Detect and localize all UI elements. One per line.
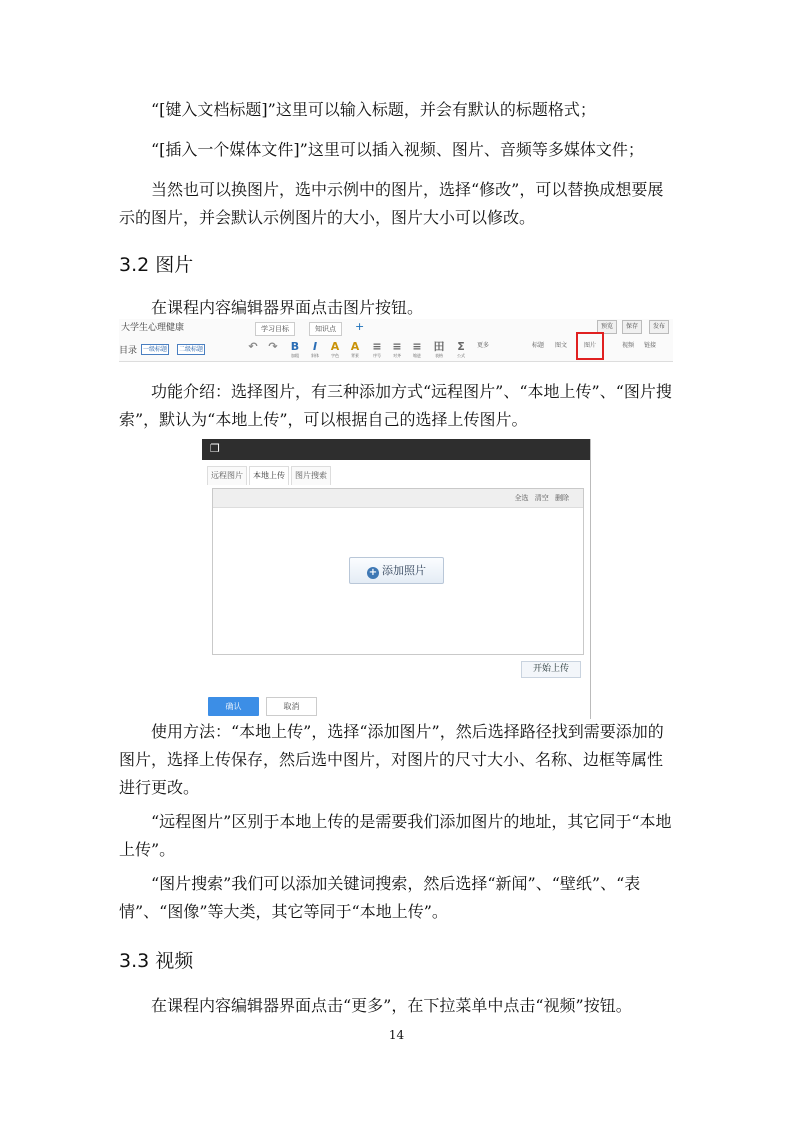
list-icon: ≡ bbox=[372, 340, 382, 353]
italic-label: 斜体 bbox=[311, 353, 319, 358]
formula-icon: Σ bbox=[457, 340, 465, 353]
paragraph-image-search: “图片搜索”我们可以添加关键词搜索，然后选择“新闻”、“壁纸”、“表情”、“图像”等大类，其它等同于“本地上传”。 bbox=[119, 874, 641, 921]
upload-panel-header bbox=[213, 489, 583, 508]
more-button[interactable]: 更多 bbox=[476, 342, 489, 349]
redo-button[interactable] bbox=[265, 341, 281, 361]
link-button[interactable]: 链接 bbox=[643, 342, 656, 349]
undo-icon: ↶ bbox=[248, 340, 258, 353]
formula-button[interactable] bbox=[453, 341, 469, 361]
delete-button[interactable]: 删除 bbox=[555, 494, 569, 502]
section-heading-images: 3.2 图片 bbox=[119, 254, 194, 276]
upload-panel bbox=[212, 488, 584, 655]
formula-label: 公式 bbox=[457, 353, 465, 358]
paragraph-remote-image: “远程图片”区别于本地上传的是需要我们添加图片的地址，其它同于“本地上传”。 bbox=[119, 812, 672, 859]
dialog-titlebar bbox=[202, 439, 590, 460]
section-heading-video: 3.3 视频 bbox=[119, 950, 194, 972]
highlight-icon: A bbox=[350, 340, 360, 353]
indent-label: 缩进 bbox=[413, 353, 421, 358]
table-icon: 田 bbox=[433, 340, 445, 353]
clear-button[interactable]: 清空 bbox=[534, 494, 549, 502]
highlight-label: 背景 bbox=[351, 353, 359, 358]
paragraph-click-image-button: 在课程内容编辑器界面点击图片按钮。 bbox=[151, 298, 424, 317]
indent-button[interactable] bbox=[409, 341, 425, 361]
paragraph-usage: 使用方法：“本地上传”，选择“添加图片”，然后选择路径找到需要添加的图片，选择上传保存，然后选中图片，对图片的尺寸大小、名称、边框等属性进行更改。 bbox=[119, 722, 664, 797]
heading1-select[interactable]: 一级标题 bbox=[143, 346, 168, 353]
heading2-select[interactable]: 二级标题 bbox=[179, 346, 204, 353]
bold-button[interactable] bbox=[287, 341, 303, 361]
page-number: 14 bbox=[388, 1028, 405, 1042]
start-upload-button[interactable]: 开始上传 bbox=[521, 661, 581, 678]
table-button[interactable] bbox=[431, 341, 447, 361]
video-button[interactable]: 视频 bbox=[621, 342, 634, 349]
add-photo-label: 添加照片 bbox=[382, 564, 426, 577]
highlight-button[interactable] bbox=[347, 341, 363, 361]
bold-icon: B bbox=[290, 340, 300, 353]
title-button[interactable]: 标题 bbox=[531, 342, 544, 349]
italic-icon: I bbox=[312, 340, 318, 353]
upload-panel-tools bbox=[511, 491, 569, 505]
add-photo-button[interactable] bbox=[349, 557, 444, 584]
paragraph-media-hint: “[插入一个媒体文件]”这里可以插入视频、图片、音频等多媒体文件； bbox=[151, 140, 644, 159]
plus-circle-icon: + bbox=[368, 567, 378, 578]
window-icon: ❐ bbox=[210, 442, 220, 455]
image-button-highlight bbox=[576, 332, 604, 360]
redo-icon: ↷ bbox=[268, 340, 278, 353]
align-icon: ≡ bbox=[392, 340, 402, 353]
paragraph-replace-image: 当然也可以换图片，选中示例中的图片，选择“修改”，可以替换成想要展示的图片，并会默认示例图片的大小，图片大小可以修改。 bbox=[119, 180, 664, 227]
undo-button[interactable] bbox=[245, 341, 261, 361]
save-button[interactable]: 保存 bbox=[622, 320, 642, 334]
image-text-button[interactable]: 图文 bbox=[554, 342, 567, 349]
confirm-button[interactable]: 确认 bbox=[208, 697, 259, 716]
table-label: 表格 bbox=[435, 353, 443, 358]
align-label: 对齐 bbox=[393, 353, 401, 358]
toolbar-doc-title: 大学生心理健康 bbox=[121, 323, 185, 333]
bold-label: 加粗 bbox=[291, 353, 299, 358]
editor-toolbar-screenshot bbox=[119, 319, 673, 362]
font-color-label: 字色 bbox=[331, 353, 339, 358]
publish-button[interactable]: 发布 bbox=[649, 320, 669, 334]
add-tab-icon[interactable]: + bbox=[355, 320, 365, 333]
select-all-button[interactable]: 全选 bbox=[514, 494, 529, 502]
toolbar-tab-knowledge[interactable]: 知识点 bbox=[309, 322, 342, 336]
tab-local-upload[interactable]: 本地上传 bbox=[249, 466, 289, 485]
toolbar-tab-objectives[interactable]: 学习目标 bbox=[255, 322, 295, 336]
list-button[interactable] bbox=[369, 341, 385, 361]
italic-button[interactable] bbox=[307, 341, 323, 361]
paragraph-feature-intro: 功能介绍：选择图片，有三种添加方式“远程图片”、“本地上传”、“图片搜索”，默认为“本地上传”，可以根据自己的选择上传图片。 bbox=[119, 382, 672, 429]
toolbar-directory-label: 目录 bbox=[119, 346, 138, 356]
paragraph-click-video: 在课程内容编辑器界面点击“更多”，在下拉菜单中点击“视频”按钮。 bbox=[151, 996, 632, 1015]
list-label: 序号 bbox=[373, 353, 381, 358]
tab-image-search[interactable]: 图片搜索 bbox=[291, 466, 331, 485]
image-button[interactable]: 图片 bbox=[583, 342, 596, 349]
font-color-icon: A bbox=[330, 340, 340, 353]
indent-icon: ≡ bbox=[412, 340, 422, 353]
paragraph-title-hint: “[键入文档标题]”这里可以输入标题，并会有默认的标题格式； bbox=[151, 100, 596, 119]
preview-button[interactable]: 预览 bbox=[597, 320, 617, 334]
align-button[interactable] bbox=[389, 341, 405, 361]
image-upload-dialog bbox=[202, 439, 591, 719]
font-color-button[interactable] bbox=[327, 341, 343, 361]
cancel-button[interactable]: 取消 bbox=[266, 697, 317, 716]
tab-remote-image[interactable]: 远程图片 bbox=[207, 466, 247, 485]
